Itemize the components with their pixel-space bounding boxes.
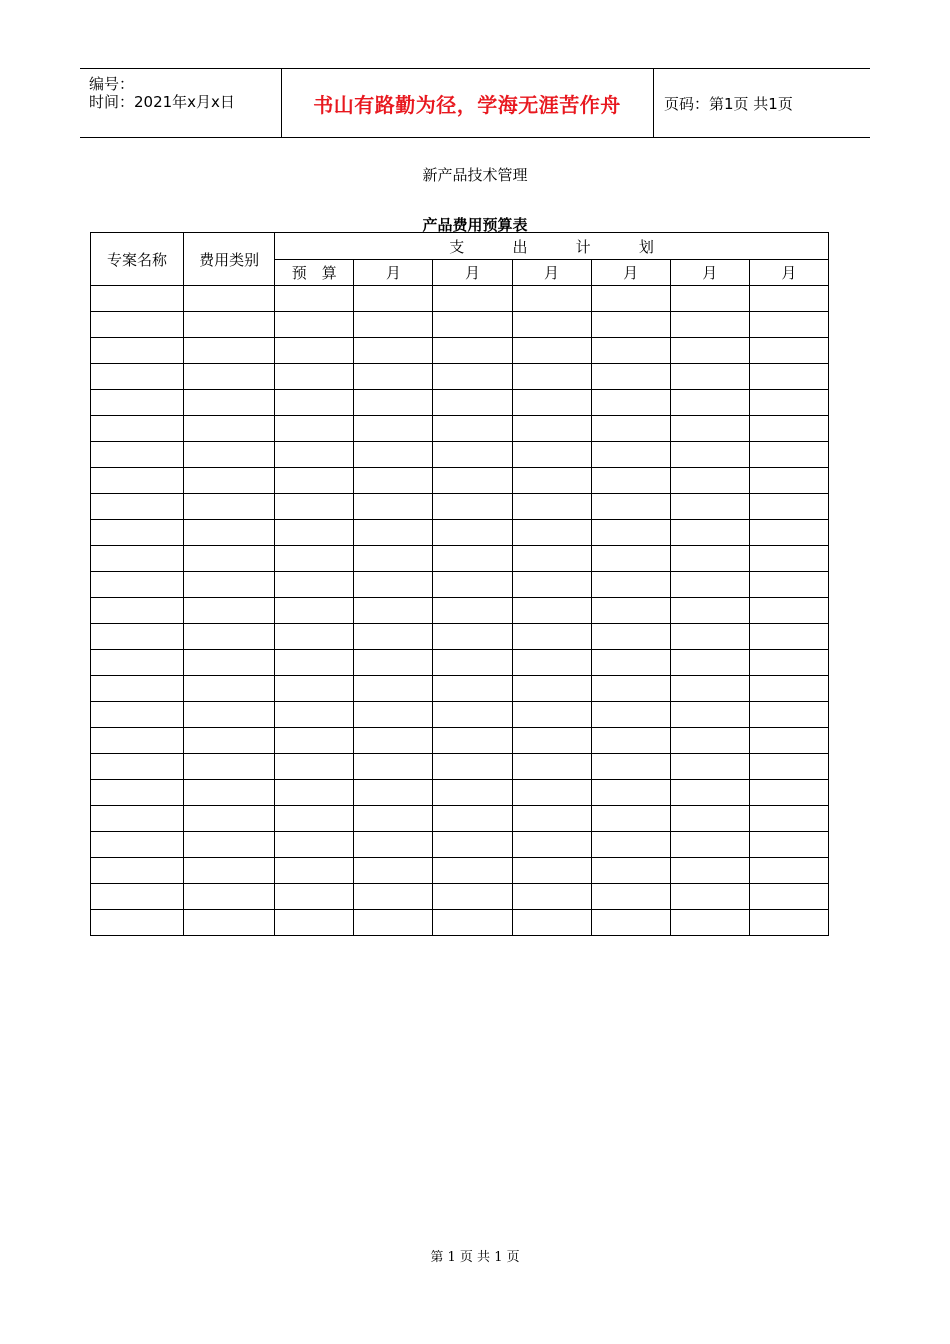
table-cell[interactable]: [354, 702, 433, 728]
table-cell[interactable]: [91, 832, 184, 858]
table-cell[interactable]: [354, 624, 433, 650]
table-cell[interactable]: [670, 754, 749, 780]
table-cell[interactable]: [749, 598, 828, 624]
table-cell[interactable]: [275, 806, 354, 832]
table-cell[interactable]: [91, 468, 184, 494]
table-cell[interactable]: [512, 702, 591, 728]
table-title: 产品费用预算表: [422, 216, 528, 234]
table-cell[interactable]: [591, 312, 670, 338]
table-cell[interactable]: [670, 624, 749, 650]
table-cell[interactable]: [91, 884, 184, 910]
table-cell[interactable]: [670, 702, 749, 728]
table-row: [91, 650, 829, 676]
table-cell[interactable]: [670, 520, 749, 546]
table-cell[interactable]: [591, 442, 670, 468]
table-cell[interactable]: [670, 806, 749, 832]
header-month: 月: [591, 260, 670, 286]
table-cell[interactable]: [184, 416, 275, 442]
table-cell[interactable]: [184, 572, 275, 598]
table-cell[interactable]: [670, 364, 749, 390]
table-cell[interactable]: [591, 754, 670, 780]
table-cell[interactable]: [184, 624, 275, 650]
table-cell[interactable]: [591, 572, 670, 598]
table-cell[interactable]: [184, 754, 275, 780]
table-cell[interactable]: [433, 416, 512, 442]
table-cell[interactable]: [749, 910, 828, 936]
table-row: [91, 312, 829, 338]
table-cell[interactable]: [749, 364, 828, 390]
table-cell[interactable]: [184, 338, 275, 364]
page-header: [80, 68, 870, 138]
document-title: 新产品技术管理: [422, 166, 528, 184]
table-row: [91, 728, 829, 754]
table-cell[interactable]: [275, 728, 354, 754]
table-cell[interactable]: [749, 780, 828, 806]
table-cell[interactable]: [354, 780, 433, 806]
table-cell[interactable]: [591, 676, 670, 702]
table-row: [91, 390, 829, 416]
table-cell[interactable]: [184, 780, 275, 806]
table-cell[interactable]: [512, 858, 591, 884]
table-cell[interactable]: [433, 676, 512, 702]
table-cell[interactable]: [184, 468, 275, 494]
table-cell[interactable]: [591, 520, 670, 546]
table-cell[interactable]: [749, 390, 828, 416]
table-cell[interactable]: [433, 728, 512, 754]
table-cell[interactable]: [512, 598, 591, 624]
table-cell[interactable]: [91, 728, 184, 754]
table-cell[interactable]: [512, 884, 591, 910]
table-row: [91, 546, 829, 572]
table-cell[interactable]: [91, 910, 184, 936]
table-cell[interactable]: [275, 520, 354, 546]
table-cell[interactable]: [91, 520, 184, 546]
table-row: [91, 338, 829, 364]
table-cell[interactable]: [91, 442, 184, 468]
table-cell[interactable]: [591, 546, 670, 572]
table-cell[interactable]: [433, 572, 512, 598]
plan-char: 计: [575, 237, 591, 256]
table-row: [91, 910, 829, 936]
table-cell[interactable]: [275, 780, 354, 806]
table-cell[interactable]: [91, 858, 184, 884]
table-cell[interactable]: [184, 494, 275, 520]
table-cell[interactable]: [591, 494, 670, 520]
plan-char: 支: [449, 237, 465, 256]
table-cell[interactable]: [275, 546, 354, 572]
table-cell[interactable]: [275, 468, 354, 494]
table-cell[interactable]: [433, 598, 512, 624]
table-cell[interactable]: [433, 806, 512, 832]
header-motto: 书山有路勤为径，学海无涯苦作舟: [313, 92, 621, 117]
table-cell[interactable]: [433, 442, 512, 468]
table-cell[interactable]: [749, 806, 828, 832]
table-cell[interactable]: [749, 832, 828, 858]
table-cell[interactable]: [354, 286, 433, 312]
table-cell[interactable]: [670, 572, 749, 598]
table-cell[interactable]: [184, 598, 275, 624]
table-cell[interactable]: [591, 390, 670, 416]
table-cell[interactable]: [512, 416, 591, 442]
table-cell[interactable]: [433, 494, 512, 520]
table-cell[interactable]: [749, 884, 828, 910]
table-row: [91, 416, 829, 442]
table-cell[interactable]: [433, 364, 512, 390]
table-cell[interactable]: [512, 546, 591, 572]
table-cell[interactable]: [670, 832, 749, 858]
header-project-name: 专案名称: [91, 233, 184, 286]
table-row: [91, 468, 829, 494]
table-cell[interactable]: [184, 390, 275, 416]
table-row: [91, 520, 829, 546]
table-cell[interactable]: [433, 884, 512, 910]
table-cell[interactable]: [275, 884, 354, 910]
table-cell[interactable]: [670, 546, 749, 572]
plan-char: 出: [512, 237, 528, 256]
table-cell[interactable]: [354, 442, 433, 468]
table-cell[interactable]: [512, 910, 591, 936]
plan-char: 划: [638, 237, 654, 256]
table-cell[interactable]: [670, 728, 749, 754]
table-cell[interactable]: [433, 338, 512, 364]
table-cell[interactable]: [354, 650, 433, 676]
table-cell[interactable]: [354, 832, 433, 858]
table-cell[interactable]: [354, 858, 433, 884]
table-cell[interactable]: [591, 702, 670, 728]
table-cell[interactable]: [275, 494, 354, 520]
table-cell[interactable]: [512, 364, 591, 390]
budget-table-body: [91, 286, 829, 936]
table-cell[interactable]: [354, 468, 433, 494]
table-cell[interactable]: [184, 312, 275, 338]
table-cell[interactable]: [91, 806, 184, 832]
table-cell[interactable]: [749, 338, 828, 364]
table-cell[interactable]: [275, 624, 354, 650]
table-cell[interactable]: [91, 676, 184, 702]
header-motto-cell: [281, 69, 654, 137]
table-cell[interactable]: [670, 312, 749, 338]
table-cell[interactable]: [275, 598, 354, 624]
table-cell[interactable]: [184, 858, 275, 884]
table-cell[interactable]: [275, 650, 354, 676]
table-cell[interactable]: [591, 364, 670, 390]
table-cell[interactable]: [354, 806, 433, 832]
table-cell[interactable]: [512, 572, 591, 598]
table-cell[interactable]: [275, 858, 354, 884]
table-cell[interactable]: [670, 858, 749, 884]
table-cell[interactable]: [91, 494, 184, 520]
table-cell[interactable]: [184, 442, 275, 468]
table-cell[interactable]: [354, 520, 433, 546]
table-cell[interactable]: [749, 416, 828, 442]
table-row: [91, 572, 829, 598]
table-cell[interactable]: [354, 572, 433, 598]
table-cell[interactable]: [591, 624, 670, 650]
table-cell[interactable]: [591, 832, 670, 858]
table-cell[interactable]: [275, 338, 354, 364]
table-row: [91, 598, 829, 624]
table-cell[interactable]: [749, 676, 828, 702]
header-page-cell: [654, 69, 870, 137]
table-cell[interactable]: [433, 858, 512, 884]
table-cell[interactable]: [354, 364, 433, 390]
table-cell[interactable]: [354, 338, 433, 364]
table-cell[interactable]: [184, 806, 275, 832]
table-cell[interactable]: [91, 416, 184, 442]
table-cell[interactable]: [512, 468, 591, 494]
table-cell[interactable]: [670, 286, 749, 312]
table-cell[interactable]: [91, 338, 184, 364]
table-cell[interactable]: [512, 312, 591, 338]
table-cell[interactable]: [749, 572, 828, 598]
table-cell[interactable]: [670, 390, 749, 416]
table-cell[interactable]: [184, 650, 275, 676]
table-cell[interactable]: [591, 728, 670, 754]
table-cell[interactable]: [354, 390, 433, 416]
table-cell[interactable]: [275, 442, 354, 468]
table-cell[interactable]: [512, 806, 591, 832]
table-cell[interactable]: [184, 546, 275, 572]
table-cell[interactable]: [184, 676, 275, 702]
table-cell[interactable]: [591, 650, 670, 676]
table-cell[interactable]: [184, 728, 275, 754]
header-expense-plan: [275, 233, 829, 260]
table-cell[interactable]: [91, 572, 184, 598]
table-cell[interactable]: [591, 910, 670, 936]
header-month: 月: [670, 260, 749, 286]
table-cell[interactable]: [354, 598, 433, 624]
table-cell[interactable]: [91, 650, 184, 676]
table-row: [91, 858, 829, 884]
table-cell[interactable]: [184, 832, 275, 858]
table-cell[interactable]: [749, 754, 828, 780]
table-cell[interactable]: [670, 650, 749, 676]
table-row: [91, 702, 829, 728]
header-month: 月: [749, 260, 828, 286]
table-cell[interactable]: [433, 468, 512, 494]
table-cell[interactable]: [354, 312, 433, 338]
table-cell[interactable]: [433, 702, 512, 728]
table-cell[interactable]: [275, 676, 354, 702]
table-cell[interactable]: [512, 338, 591, 364]
table-cell[interactable]: [275, 832, 354, 858]
page-footer: 第 1 页 共 1 页: [430, 1250, 520, 1265]
table-cell[interactable]: [433, 754, 512, 780]
table-cell[interactable]: [749, 494, 828, 520]
table-cell[interactable]: [354, 884, 433, 910]
table-cell[interactable]: [275, 286, 354, 312]
table-cell[interactable]: [512, 676, 591, 702]
table-cell[interactable]: [91, 780, 184, 806]
table-cell[interactable]: [354, 676, 433, 702]
table-cell[interactable]: [354, 494, 433, 520]
table-cell[interactable]: [670, 910, 749, 936]
table-cell[interactable]: [591, 884, 670, 910]
table-cell[interactable]: [591, 858, 670, 884]
table-cell[interactable]: [354, 546, 433, 572]
table-cell[interactable]: [512, 442, 591, 468]
table-cell[interactable]: [275, 416, 354, 442]
table-cell[interactable]: [512, 520, 591, 546]
table-cell[interactable]: [591, 286, 670, 312]
table-cell[interactable]: [91, 754, 184, 780]
table-cell[interactable]: [91, 624, 184, 650]
table-cell[interactable]: [354, 754, 433, 780]
table-cell[interactable]: [433, 546, 512, 572]
table-cell[interactable]: [749, 546, 828, 572]
table-cell[interactable]: [354, 728, 433, 754]
table-cell[interactable]: [591, 598, 670, 624]
header-page-info: 页码：第1页 共1页: [664, 94, 793, 113]
table-cell[interactable]: [749, 650, 828, 676]
table-cell[interactable]: [184, 286, 275, 312]
table-cell[interactable]: [749, 468, 828, 494]
table-row: [91, 780, 829, 806]
table-cell[interactable]: [749, 702, 828, 728]
table-cell[interactable]: [512, 494, 591, 520]
table-cell[interactable]: [275, 390, 354, 416]
table-cell[interactable]: [275, 910, 354, 936]
table-cell[interactable]: [275, 572, 354, 598]
table-cell[interactable]: [184, 702, 275, 728]
table-cell[interactable]: [91, 390, 184, 416]
header-month: 月: [433, 260, 512, 286]
table-cell[interactable]: [512, 650, 591, 676]
table-cell[interactable]: [512, 624, 591, 650]
table-row: [91, 364, 829, 390]
table-row: [91, 624, 829, 650]
table-row: [91, 884, 829, 910]
table-cell[interactable]: [184, 364, 275, 390]
table-row: [91, 806, 829, 832]
table-cell[interactable]: [591, 806, 670, 832]
table-cell[interactable]: [670, 338, 749, 364]
document-number-label: 编号：: [89, 75, 135, 93]
table-cell[interactable]: [670, 780, 749, 806]
table-cell[interactable]: [512, 754, 591, 780]
table-row: [91, 494, 829, 520]
table-cell[interactable]: [184, 520, 275, 546]
header-meta: [80, 69, 282, 137]
table-cell[interactable]: [670, 598, 749, 624]
table-cell[interactable]: [275, 364, 354, 390]
table-cell[interactable]: [749, 286, 828, 312]
header-month: 月: [354, 260, 433, 286]
header-month: 月: [512, 260, 591, 286]
table-row: [91, 286, 829, 312]
table-cell[interactable]: [670, 884, 749, 910]
table-cell[interactable]: [433, 910, 512, 936]
table-cell[interactable]: [591, 468, 670, 494]
table-cell[interactable]: [749, 312, 828, 338]
table-cell[interactable]: [275, 312, 354, 338]
table-cell[interactable]: [433, 650, 512, 676]
table-cell[interactable]: [354, 416, 433, 442]
budget-table: [90, 232, 829, 936]
table-cell[interactable]: [433, 390, 512, 416]
table-cell[interactable]: [512, 728, 591, 754]
table-cell[interactable]: [433, 780, 512, 806]
document-date-label: 时间：2021年x月x日: [89, 93, 235, 111]
table-cell[interactable]: [670, 494, 749, 520]
table-cell[interactable]: [433, 624, 512, 650]
table-cell[interactable]: [670, 416, 749, 442]
table-cell[interactable]: [670, 676, 749, 702]
table-cell[interactable]: [433, 832, 512, 858]
table-row: [91, 676, 829, 702]
table-cell[interactable]: [749, 858, 828, 884]
table-cell[interactable]: [91, 546, 184, 572]
table-cell[interactable]: [354, 910, 433, 936]
table-cell[interactable]: [749, 520, 828, 546]
table-cell[interactable]: [91, 598, 184, 624]
table-row: [91, 442, 829, 468]
table-cell[interactable]: [184, 910, 275, 936]
table-cell[interactable]: [91, 364, 184, 390]
header-budget: 预 算: [275, 260, 354, 286]
table-cell[interactable]: [749, 728, 828, 754]
table-cell[interactable]: [91, 286, 184, 312]
table-cell[interactable]: [591, 338, 670, 364]
table-cell[interactable]: [749, 624, 828, 650]
table-cell[interactable]: [433, 520, 512, 546]
table-cell[interactable]: [91, 312, 184, 338]
table-cell[interactable]: [512, 780, 591, 806]
table-cell[interactable]: [512, 390, 591, 416]
table-cell[interactable]: [91, 702, 184, 728]
table-cell[interactable]: [591, 780, 670, 806]
table-cell[interactable]: [184, 884, 275, 910]
table-cell[interactable]: [275, 702, 354, 728]
table-row: [91, 754, 829, 780]
table-cell[interactable]: [670, 468, 749, 494]
table-cell[interactable]: [512, 832, 591, 858]
table-cell[interactable]: [591, 416, 670, 442]
table-cell[interactable]: [749, 442, 828, 468]
table-row: [91, 832, 829, 858]
table-cell[interactable]: [433, 286, 512, 312]
table-cell[interactable]: [275, 754, 354, 780]
table-cell[interactable]: [512, 286, 591, 312]
table-cell[interactable]: [433, 312, 512, 338]
header-expense-category: 费用类别: [184, 233, 275, 286]
table-cell[interactable]: [670, 442, 749, 468]
